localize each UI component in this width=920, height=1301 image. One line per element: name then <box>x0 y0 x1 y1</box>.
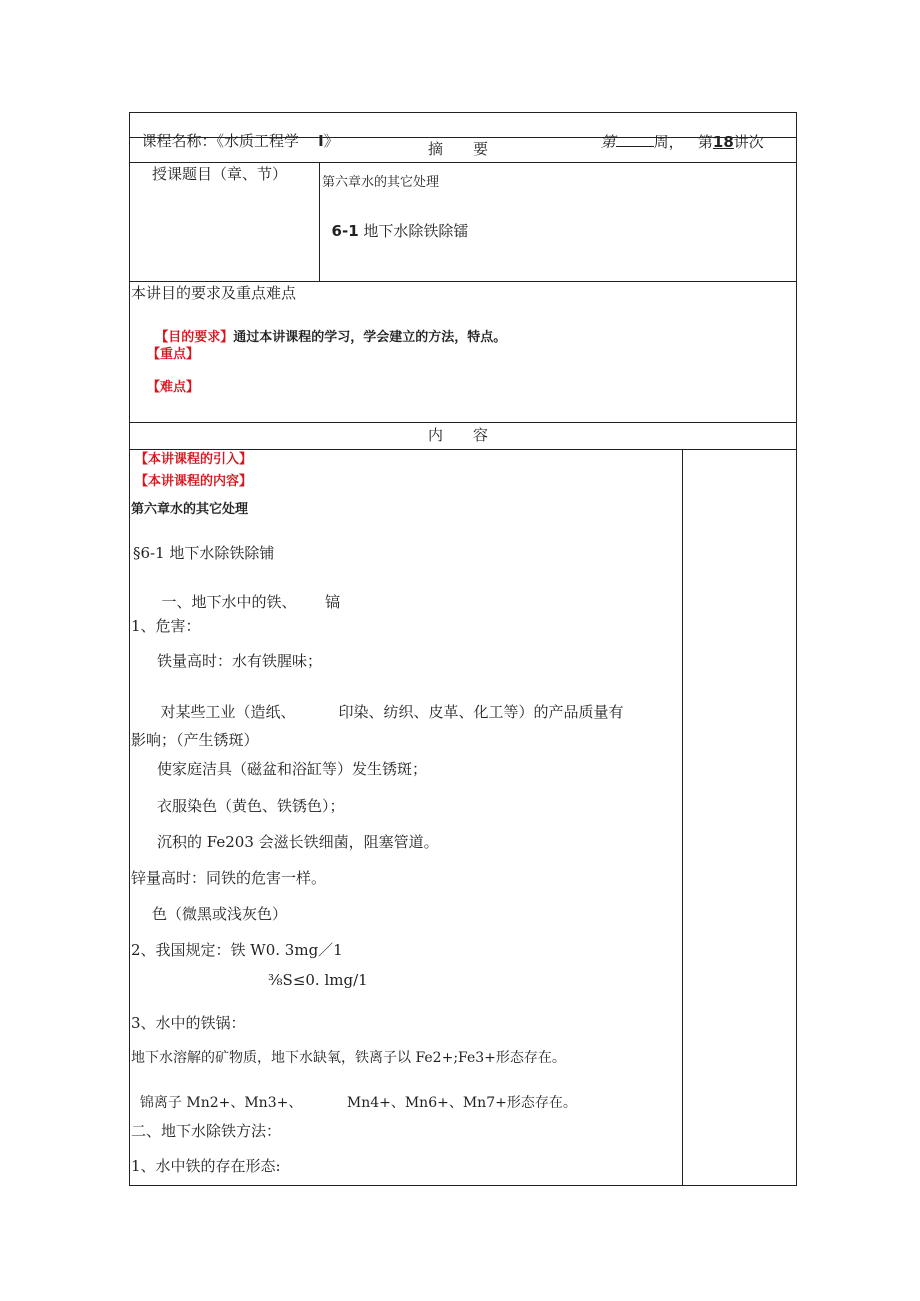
course-suffix: I <box>318 132 324 150</box>
week-suffix: 周， <box>653 133 684 151</box>
line-fe2o3: 沉积的 Fe203 会滋长铁细菌，阻塞管道。 <box>157 833 439 851</box>
part2-title: 二、地下水除铁方法： <box>131 1122 282 1140</box>
lecture-suffix: 讲次 <box>733 133 764 151</box>
requirements-heading: 本讲目的要求及重点难点 <box>131 284 297 302</box>
body-tag: 【本讲课程的内容】 <box>135 474 253 489</box>
difficulty-tag: 【难点】 <box>147 380 200 395</box>
course-name <box>132 119 339 149</box>
course-label: 课程名称：《水质工程学 <box>141 132 300 150</box>
item-regulation: 2、我国规定：铁 W0. 3mg／1 <box>131 941 343 959</box>
topic-chapter: 第六章水的其它处理 <box>322 175 440 190</box>
item-regulation-b: ⅜S≤0. lmg/1 <box>268 971 368 989</box>
line-mn <box>131 1082 577 1110</box>
column-divider <box>319 162 320 281</box>
lecture-number: 18 <box>712 133 734 151</box>
line-impact: 影响；（产生锈斑） <box>131 731 259 749</box>
line-zinc: 锌量高时：同铁的危害一样。 <box>131 869 327 887</box>
line-industry <box>151 690 624 720</box>
section-title: §6-1 地下水除铁除铺 <box>133 544 275 562</box>
column-divider <box>682 449 683 1186</box>
week-prefix: 第 <box>600 133 616 151</box>
content-heading: 内 容 <box>428 426 489 444</box>
line-industry-a: 对某些工业（造纸、 <box>160 703 296 721</box>
item-iron-mn: 3、水中的铁锅： <box>131 1014 246 1032</box>
row-divider <box>129 449 797 450</box>
topic-section <box>322 209 468 239</box>
line-mn-b: Mn4+、Mn6+、Mn7+形态存在。 <box>346 1095 577 1111</box>
line-clothes: 衣服染色（黄色、铁锈色）； <box>157 797 345 815</box>
topic-section-num: 6-1 <box>331 222 359 240</box>
chapter-title: 第六章水的其它处理 <box>131 502 249 517</box>
part1-text-b: 镐 <box>325 593 341 611</box>
week-lecture <box>591 119 764 150</box>
goal-line <box>147 318 506 344</box>
line-color: 色（微黑或浅灰色） <box>152 905 288 923</box>
part1-title <box>152 580 340 610</box>
intro-tag: 【本讲课程的引入】 <box>135 452 253 467</box>
topic-section-title: 地下水除铁除镭 <box>358 222 469 240</box>
item-hazards: 1、危害： <box>131 617 201 635</box>
line-dissolve: 地下水溶解的矿物质，地下水缺氧，铁离子以 Fe2+;Fe3+形态存在。 <box>131 1050 566 1066</box>
row-divider <box>129 162 797 163</box>
part1-text: 一、地下水中的铁、 <box>161 593 297 611</box>
row-divider <box>129 281 797 282</box>
line-mn-a: 锦离子 Mn2+、Mn3+、 <box>139 1095 303 1111</box>
item-iron-form: 1、水中铁的存在形态: <box>131 1157 281 1175</box>
course-close: 》 <box>323 132 339 150</box>
goal-tag: 【目的要求】 <box>155 330 234 345</box>
summary-heading: 摘 要 <box>428 140 489 158</box>
row-divider <box>129 422 797 423</box>
line-home: 使家庭洁具（磁盆和浴缸等）发生锈斑； <box>157 760 428 778</box>
line-iron: 铁量高时：水有铁腥味； <box>157 652 323 670</box>
goal-text: 通过本讲课程的学习，学会建立的方法，特点。 <box>233 330 507 345</box>
line-industry-b: 印染、纺织、皮革、化工等）的产品质量有 <box>338 703 624 721</box>
lecture-prefix: 第 <box>697 133 713 151</box>
topic-label: 授课题目（章、节） <box>152 165 288 183</box>
week-blank <box>616 134 654 147</box>
key-points-tag: 【重点】 <box>147 347 200 362</box>
